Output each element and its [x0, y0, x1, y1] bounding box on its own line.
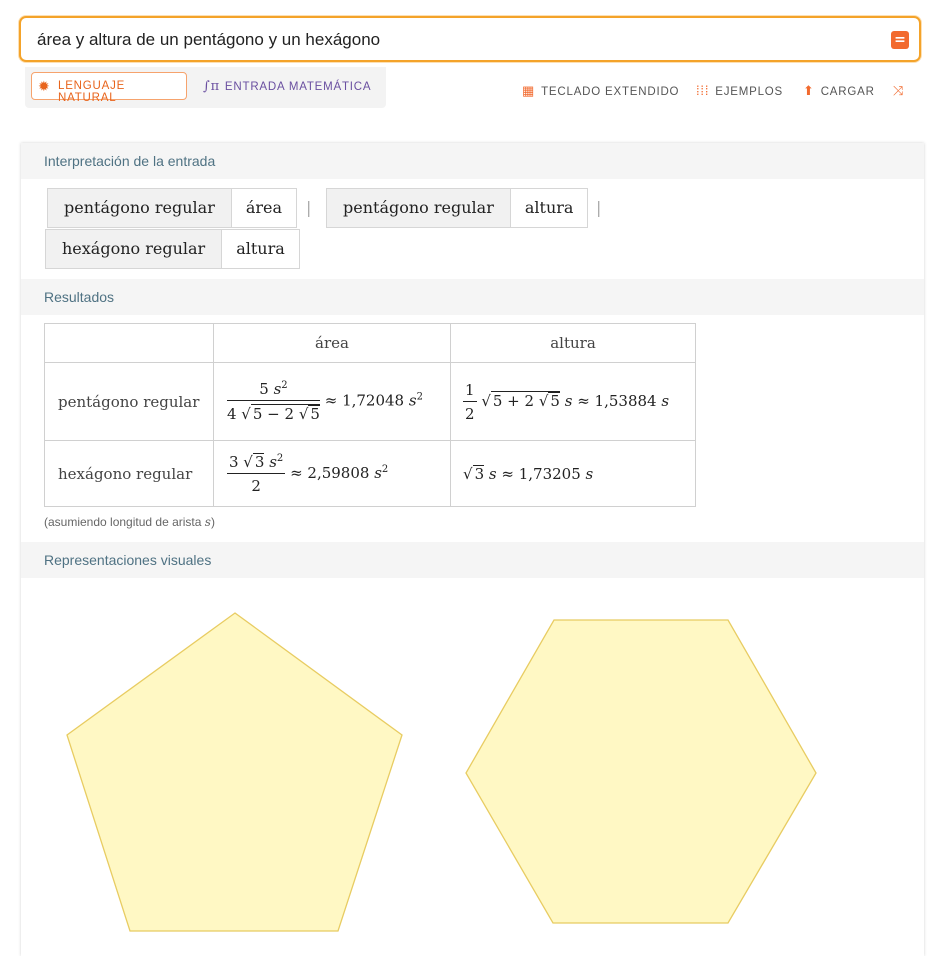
row-header: pentágono regular	[45, 363, 214, 441]
input-interpretation-header: Interpretación de la entrada	[21, 143, 924, 179]
chip-separator: |	[306, 198, 312, 217]
chip-value: área	[232, 189, 296, 227]
math-input-label: ENTRADA MATEMÁTICA	[224, 81, 372, 93]
pentagon-height-fraction: $\frac{1}{2}$	[465, 380, 475, 423]
column-header-area: área	[214, 324, 451, 363]
natural-language-mode-button[interactable]	[31, 72, 187, 104]
hexagon-height-value: ≈ 1,73205	[501, 464, 581, 483]
visual-representations-header: Representaciones visuales	[21, 542, 924, 578]
pentagon-area-cell: $\frac{5 s^2}{4 √ 5 - 2 √ 5}$ ≈ 1,72048 $s^2$	[214, 363, 451, 441]
row-header: hexágono regular	[45, 441, 214, 507]
input-mode-toolbar	[25, 67, 386, 108]
chip-key: pentágono regular	[327, 189, 511, 227]
results-header: Resultados	[21, 279, 924, 315]
hexagon-area-value: ≈ 2,59808	[290, 463, 370, 482]
results-table	[44, 323, 696, 507]
search-input[interactable]: área y altura de un pentágono y un hexágono	[37, 30, 381, 49]
table-header-row	[45, 324, 696, 363]
examples-label: EJEMPLOS	[715, 86, 784, 98]
extended-keyboard-label: TECLADO EXTENDIDO	[541, 86, 680, 98]
extended-keyboard-button[interactable]	[522, 83, 679, 99]
chip-separator: |	[596, 198, 602, 217]
chip-key: pentágono regular	[48, 189, 232, 227]
pentagon-height-value: ≈ 1,53884	[577, 391, 657, 410]
interpretation-chip	[326, 188, 588, 228]
grid-dots-icon: ⁞⁞⁞	[696, 83, 710, 98]
upload-label: CARGAR	[820, 86, 875, 98]
table-row	[45, 441, 696, 507]
pentagon-area-value: ≈ 1,72048	[324, 391, 405, 410]
random-button[interactable]	[893, 83, 910, 99]
interpretation-chip	[45, 229, 300, 269]
table-corner-cell	[45, 324, 214, 363]
hexagon-area-cell: $\frac{3 √ 3 s^2}{2}$ ≈ 2,59808 $s^2$	[214, 441, 451, 507]
assumption-note: (asumiendo longitud de arista s)	[44, 515, 215, 529]
search-bar[interactable]	[19, 16, 921, 62]
interpretation-chip	[47, 188, 297, 228]
visual-representations	[21, 578, 924, 956]
chip-value: altura	[222, 230, 299, 268]
pentagon-height-cell: $\frac{1}{2}$ √ 5 + 2 √ 5 s ≈ 1,53884 s	[451, 363, 696, 441]
math-symbols-icon: ∫π	[203, 79, 220, 94]
hexagon-height-radical: 3	[474, 464, 485, 483]
shuffle-icon: ⤨	[893, 83, 905, 98]
result-pod	[21, 143, 924, 956]
chip-value: altura	[511, 189, 588, 227]
hexagon-area-formula: $\frac{3 √ 3 s^2}{2}$	[229, 452, 284, 495]
submit-button[interactable]: =	[891, 31, 909, 49]
gear-icon: ✹	[38, 78, 51, 94]
upload-button[interactable]	[803, 83, 875, 99]
examples-button[interactable]	[696, 83, 783, 98]
pentagon-area-formula: $\frac{5 s^2}{4 √ 5 - 2 √ 5}$	[227, 380, 320, 423]
chip-key: hexágono regular	[46, 230, 222, 268]
keyboard-icon: ▦	[522, 83, 536, 98]
pentagon-shape	[67, 613, 402, 931]
upload-icon: ⬆	[803, 83, 815, 98]
math-input-mode-button[interactable]	[203, 79, 371, 94]
table-row	[45, 363, 696, 441]
hexagon-height-cell: √ 3 s ≈ 1,73205 s	[451, 441, 696, 507]
column-header-height: altura	[451, 324, 696, 363]
hexagon-shape	[466, 620, 816, 923]
pentagon-height-radical: 5 + 2 √ 5	[492, 391, 560, 410]
natural-language-label: LENGUAJE NATURAL	[58, 80, 126, 104]
